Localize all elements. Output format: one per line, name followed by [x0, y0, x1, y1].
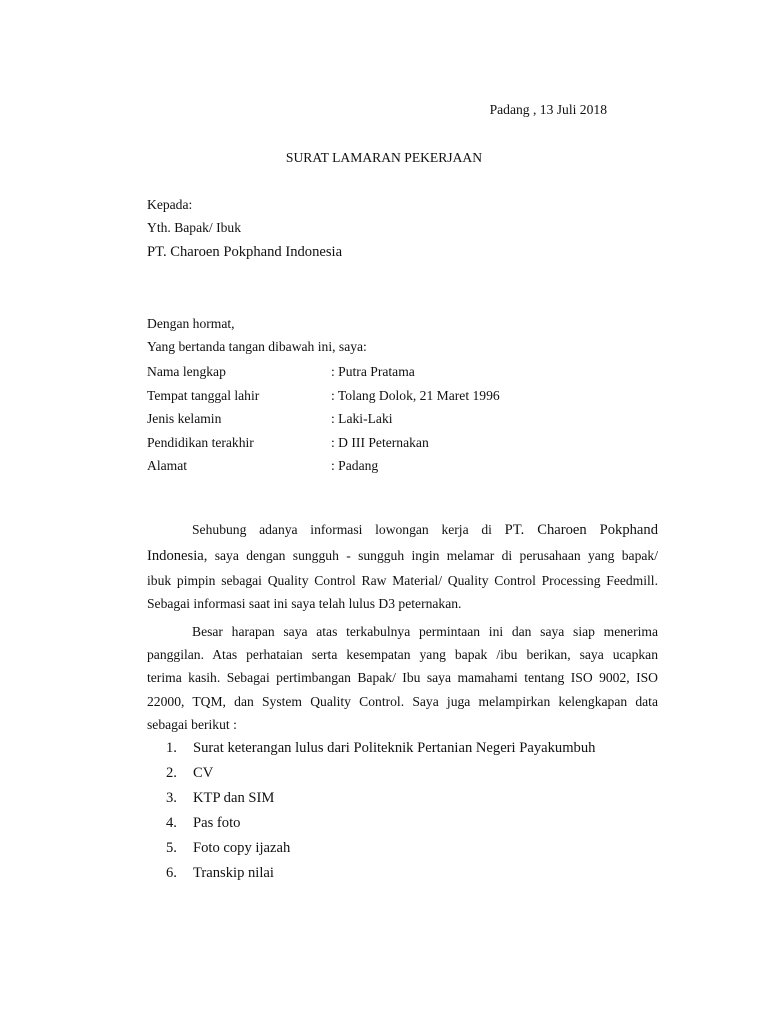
list-number: 1. — [166, 740, 177, 756]
list-text: Foto copy ijazah — [193, 840, 291, 856]
list-item — [166, 811, 595, 836]
list-item — [166, 836, 595, 861]
list-item — [166, 786, 595, 811]
identity-row-birth — [147, 384, 500, 408]
identity-value: : Laki-Laki — [331, 411, 393, 426]
paragraph-line: sebagai berikut : — [147, 716, 237, 732]
list-number: 5. — [166, 840, 177, 856]
identity-row-education — [147, 431, 500, 455]
list-number: 4. — [166, 815, 177, 831]
list-number: 3. — [166, 790, 177, 806]
letter-title: SURAT LAMARAN PEKERJAAN — [285, 150, 483, 165]
letter-date: Padang , 13 Juli 2018 — [489, 102, 607, 117]
paragraph-line: 22000, TQM, dan System Quality Control. Saya juga melampirkan kelengkapan data — [147, 693, 658, 709]
list-item — [166, 736, 595, 761]
identity-label: Nama lengkap — [147, 364, 226, 379]
paragraph-line — [147, 545, 658, 570]
greeting-line: Dengan hormat, — [147, 316, 235, 331]
identity-label: Alamat — [147, 458, 188, 473]
identity-value: : Padang — [331, 458, 379, 473]
paragraph-line: ibuk pimpin sebagai Quality Control Raw Material/ Quality Control Processing Feedmill. — [147, 573, 658, 588]
identity-value: : Tolang Dolok, 21 Maret 1996 — [331, 387, 500, 403]
identity-label: Tempat tanggal lahir — [147, 387, 260, 403]
company-name-text: Indonesia, — [147, 548, 208, 564]
list-number: 6. — [166, 865, 177, 881]
attachment-list — [166, 736, 595, 886]
list-number: 2. — [166, 765, 177, 781]
body-paragraph-1 — [147, 519, 658, 616]
paragraph-line — [147, 620, 658, 643]
identity-value: : Putra Pratama — [331, 364, 415, 379]
list-text: Transkip nilai — [193, 865, 274, 881]
identity-row-name — [147, 360, 500, 384]
identity-label: Pendidikan terakhir — [147, 434, 254, 450]
paragraph-line: terima kasih. Sebagai pertimbangan Bapak/ Ibu saya mamahami tentang ISO 9002, ISO — [147, 670, 658, 686]
identity-label: Jenis kelamin — [147, 411, 222, 426]
list-item — [166, 861, 595, 886]
recipient-salutation: Yth. Bapak/ Ibuk — [147, 220, 242, 235]
paragraph-text: Sehubung adanya informasi lowongan kerja di — [192, 522, 505, 537]
identity-value: : D III Peternakan — [331, 434, 429, 450]
list-text: Surat keterangan lulus dari Politeknik Pertanian Negeri Payakumbuh — [193, 740, 596, 756]
paragraph-line — [147, 519, 658, 545]
identity-table — [147, 360, 500, 478]
list-text: CV — [193, 765, 214, 781]
paragraph-text: saya dengan sungguh - sungguh ingin melamar di perusahaan yang bapak/ — [207, 548, 658, 563]
paragraph-text: Besar harapan saya atas terkabulnya permintaan ini dan saya siap menerima — [192, 624, 658, 639]
list-item — [166, 761, 595, 786]
identity-row-address — [147, 454, 500, 478]
paragraph-line: panggilan. Atas perhataian serta kesempatan yang bapak /ibu berikan, saya ucapkan — [147, 647, 658, 663]
body-paragraph-2 — [147, 620, 658, 736]
intro-line: Yang bertanda tangan dibawah ini, saya: — [147, 339, 367, 354]
identity-row-gender — [147, 407, 500, 431]
paragraph-line: Sebagai informasi saat ini saya telah lulus D3 peternakan. — [147, 596, 462, 611]
recipient-company: PT. Charoen Pokphand Indonesia — [147, 244, 343, 260]
list-text: Pas foto — [193, 815, 241, 831]
recipient-kepada: Kepada: — [147, 197, 193, 212]
company-name-text: PT. Charoen Pokphand — [504, 522, 658, 538]
list-text: KTP dan SIM — [193, 790, 275, 806]
